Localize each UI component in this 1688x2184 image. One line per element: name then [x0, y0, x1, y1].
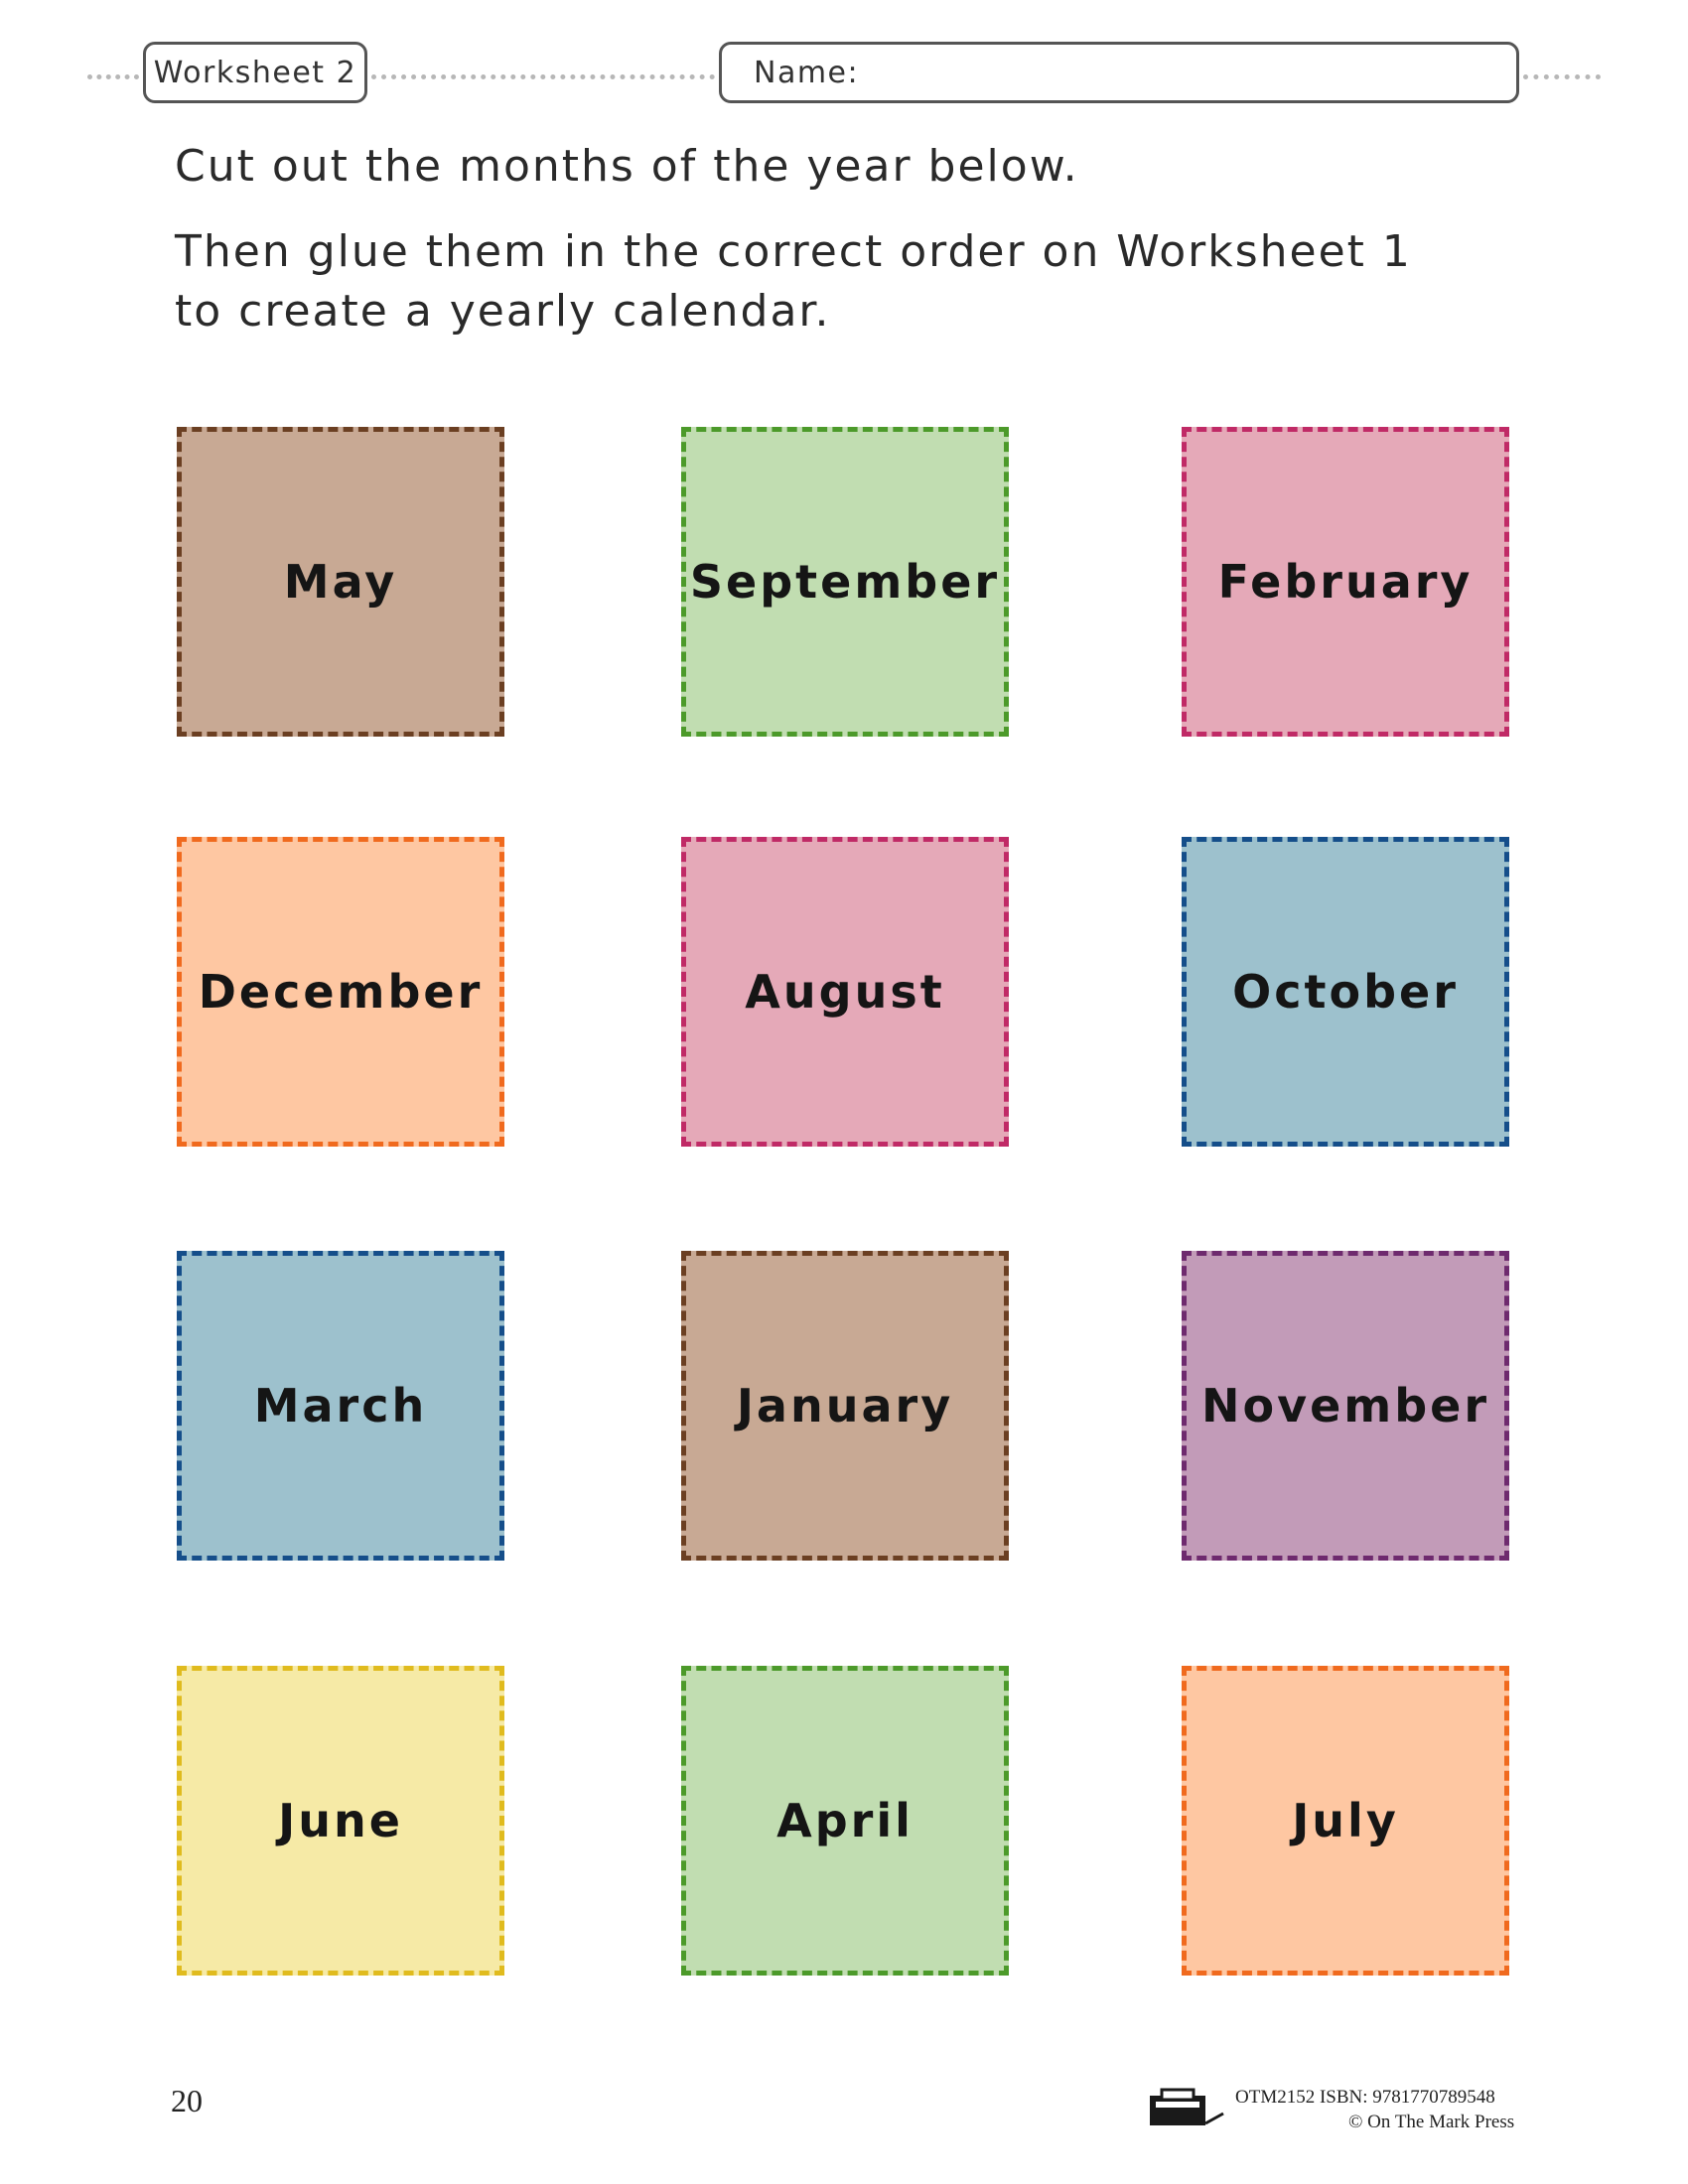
- worksheet-label-box: [143, 42, 367, 103]
- month-label: December: [198, 965, 484, 1019]
- month-label: June: [278, 1794, 403, 1847]
- instruction-line-3: to create a yearly calendar.: [175, 286, 831, 337]
- month-label: August: [745, 965, 945, 1019]
- month-card[interactable]: [681, 1666, 1009, 1976]
- month-label: January: [736, 1379, 954, 1433]
- month-card[interactable]: [1182, 1666, 1509, 1976]
- month-card[interactable]: [1182, 837, 1509, 1147]
- month-card[interactable]: [177, 1666, 504, 1976]
- month-card[interactable]: [177, 837, 504, 1147]
- name-label: Name:: [754, 55, 860, 90]
- month-card[interactable]: [681, 837, 1009, 1147]
- header-dots-left: [87, 74, 139, 79]
- instruction-line-2: Then glue them in the correct order on Worksheet 1: [175, 226, 1412, 277]
- month-label: November: [1200, 1379, 1490, 1433]
- month-label: May: [283, 555, 398, 609]
- month-card[interactable]: [681, 1251, 1009, 1561]
- instruction-line-1: Cut out the months of the year below.: [175, 141, 1079, 192]
- month-card[interactable]: [1182, 1251, 1509, 1561]
- product-code-isbn: OTM2152 ISBN: 9781770789548: [1235, 2087, 1495, 2108]
- printer-logo-icon: [1148, 2086, 1225, 2129]
- page-number: 20: [171, 2083, 203, 2118]
- month-card[interactable]: [681, 427, 1009, 737]
- month-label: March: [253, 1379, 428, 1433]
- month-label: February: [1217, 555, 1474, 609]
- month-card[interactable]: [1182, 427, 1509, 737]
- month-label: September: [689, 555, 1001, 609]
- month-label: April: [776, 1794, 914, 1847]
- header-dots-middle: [371, 74, 715, 79]
- copyright: © On The Mark Press: [1348, 2112, 1515, 2132]
- month-label: July: [1292, 1794, 1399, 1847]
- month-card[interactable]: [177, 427, 504, 737]
- name-field[interactable]: [719, 42, 1519, 103]
- worksheet-label: Worksheet 2: [153, 55, 357, 90]
- month-card[interactable]: [177, 1251, 504, 1561]
- month-label: October: [1232, 965, 1459, 1019]
- header-dots-right: [1523, 74, 1601, 79]
